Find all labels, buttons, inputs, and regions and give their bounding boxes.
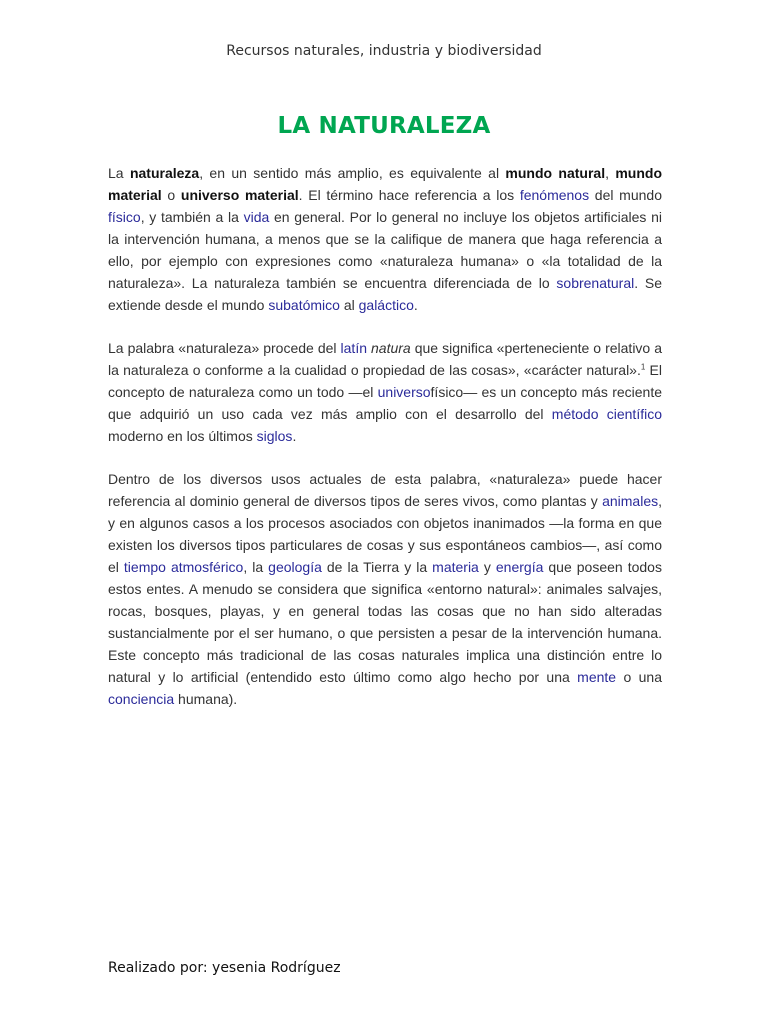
- text-run: .: [413, 297, 418, 313]
- text-run: de la Tierra y la: [321, 559, 433, 575]
- text-run: , la: [243, 559, 269, 575]
- bold-term: mundo material: [108, 165, 663, 203]
- italic-term: natura: [371, 340, 411, 356]
- link-vida[interactable]: vida: [243, 209, 270, 225]
- text-run: La: [108, 165, 130, 181]
- page-title: LA NATURALEZA: [277, 113, 491, 139]
- link-metodo-cientifico[interactable]: método científico: [551, 406, 662, 422]
- link-latin[interactable]: latín: [340, 340, 367, 356]
- link-fenomenos[interactable]: fenómenos: [519, 187, 590, 203]
- text-run: o: [161, 187, 181, 203]
- text-run: moderno en los últimos: [108, 428, 257, 444]
- link-universo[interactable]: universo: [377, 384, 431, 400]
- link-siglos[interactable]: siglos: [256, 428, 293, 444]
- link-tiempo-atmosferico[interactable]: tiempo atmosférico: [123, 559, 244, 575]
- text-run: , y también a la: [140, 209, 244, 225]
- footnote-ref[interactable]: 1: [640, 362, 646, 372]
- link-geologia[interactable]: geología: [268, 559, 322, 575]
- text-run: humana).: [174, 691, 238, 707]
- text-run: que poseen todos estos entes. A menudo se considera que significa «entorno natural»: animales salvajes, rocas, bosques, playas, y en general todas las cosas que no han sido alteradas sustancialmente por el ser humano, o que persisten a pesar de la intervención humana. Este concepto más tradicional de las cosas naturales implica una distinción entre lo natural y lo artificial (entendido esto último como algo hecho por una: [108, 559, 662, 685]
- text-run: , y en algunos casos a los procesos asociados con objetos inanimados —la forma en que existen los diversos tipos particulares de cosas y sus espontáneos cambios—, así como el: [108, 493, 662, 575]
- text-run: . El término hace referencia a los: [298, 187, 520, 203]
- text-run: Dentro de los diversos usos actuales de esta palabra, «naturaleza» puede hacer referencia al dominio general de diversos tipos de seres vivos, como plantas y: [108, 471, 662, 509]
- paragraph-1: [108, 162, 662, 316]
- article-body: [108, 162, 662, 731]
- paragraph-3: [108, 468, 662, 710]
- link-mente[interactable]: mente: [577, 669, 617, 685]
- text-run: y: [478, 559, 496, 575]
- bold-term: mundo natural: [505, 165, 606, 181]
- text-run: del mundo: [589, 187, 662, 203]
- link-animales[interactable]: animales: [602, 493, 659, 509]
- text-run: o una: [616, 669, 662, 685]
- bold-term: universo material: [180, 187, 299, 203]
- page-footer: Realizado por: yesenia Rodríguez: [108, 960, 341, 976]
- link-subatomico[interactable]: subatómico: [268, 297, 340, 313]
- link-sobrenatural[interactable]: sobrenatural: [556, 275, 635, 291]
- link-galactico[interactable]: galáctico: [358, 297, 414, 313]
- bold-term: naturaleza: [129, 165, 200, 181]
- text-run: físico— es un concepto más reciente que adquirió un uso cada vez más amplio con el desarrollo del: [108, 384, 663, 422]
- text-run: El concepto de naturaleza como un todo —el: [108, 362, 662, 400]
- paragraph-2: [108, 337, 662, 447]
- link-materia[interactable]: materia: [432, 559, 479, 575]
- link-energia[interactable]: energía: [495, 559, 544, 575]
- text-run: ,: [605, 165, 616, 181]
- text-run: , en un sentido más amplio, es equivalente al: [199, 165, 506, 181]
- text-run: La palabra «naturaleza» procede del: [108, 340, 341, 356]
- text-run: . Se extiende desde el mundo: [108, 275, 663, 313]
- page-header: Recursos naturales, industria y biodiversidad: [226, 43, 542, 59]
- link-conciencia[interactable]: conciencia: [108, 691, 175, 707]
- text-run: en general. Por lo general no incluye los objetos artificiales ni la intervención humana, a menos que se la califique de manera que haga referencia a ello, por ejemplo con expresiones como «naturaleza humana» o «la totalidad de la naturaleza». La naturaleza también se encuentra diferenciada de lo: [108, 209, 663, 291]
- text-run: al: [339, 297, 359, 313]
- text-run: .: [292, 428, 297, 444]
- text-run: que significa «perteneciente o relativo a la naturaleza o conforme a la cualidad o propiedad de las cosas», «carácter natural».: [108, 340, 663, 378]
- link-fisico[interactable]: físico: [108, 209, 141, 225]
